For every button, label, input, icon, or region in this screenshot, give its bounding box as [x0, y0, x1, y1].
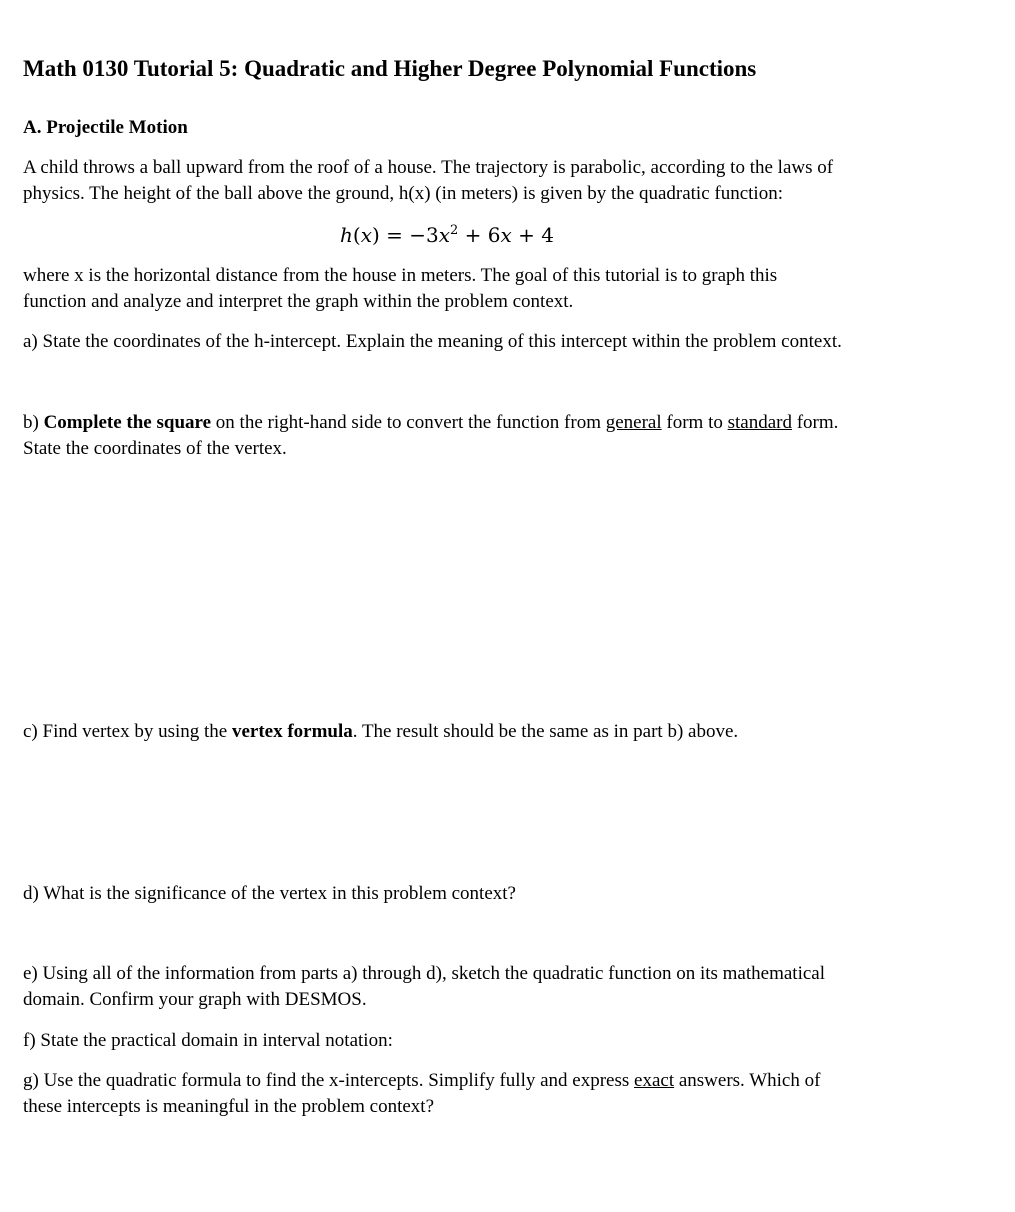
question-g-exact: exact: [634, 1070, 675, 1091]
eq-paren-close: ): [371, 223, 380, 247]
intro-line-2: physics. The height of the ball above the ground, h(x) (in meters) is given by the quadratic function:: [23, 183, 783, 204]
question-d: [23, 881, 983, 907]
question-g-line-1: [23, 1068, 983, 1094]
eq-paren-open: (: [352, 223, 361, 247]
eq-x-linear: x: [500, 223, 512, 247]
intro-paragraph: [23, 155, 983, 207]
question-g: [23, 1068, 983, 1120]
page-title: Math 0130 Tutorial 5: Quadratic and Higher Degree Polynomial Functions: [23, 56, 757, 81]
eq-x-arg: x: [360, 223, 372, 247]
question-e-line-2: domain. Confirm your graph with DESMOS.: [23, 989, 367, 1010]
question-a-text: a) State the coordinates of the h-intercept. Explain the meaning of this intercept within the problem context.: [23, 331, 842, 352]
question-g-line-2: these intercepts is meaningful in the problem context?: [23, 1096, 435, 1117]
question-c-end: . The result should be the same as in part b) above.: [352, 721, 739, 742]
quadratic-equation: [340, 223, 554, 247]
question-c: [23, 719, 983, 745]
eq-coeff-a: = −3: [379, 223, 439, 247]
eq-coeff-b: + 6: [458, 223, 501, 247]
question-b-standard: standard: [727, 412, 792, 433]
question-g-prefix: g) Use the quadratic formula to find the x-intercepts. Simplify fully and express: [23, 1070, 635, 1091]
question-b-prefix: b): [23, 412, 44, 433]
question-e-line-1: e) Using all of the information from parts a) through d), sketch the quadratic function on its mathematical: [23, 963, 825, 984]
question-b-mid1: on the right-hand side to convert the function from: [211, 412, 606, 433]
question-b-bold: Complete the square: [43, 412, 212, 433]
question-f-text: f) State the practical domain in interval notation:: [23, 1030, 393, 1051]
eq-x-squared: x: [438, 223, 451, 247]
question-c-bold: vertex formula: [231, 721, 353, 742]
context-line-2: function and analyze and interpret the graph within the problem context.: [23, 291, 574, 312]
intro-line-1: A child throws a ball upward from the roof of a house. The trajectory is parabolic, according to the laws of: [23, 157, 834, 178]
eq-exponent: 2: [450, 223, 459, 238]
question-c-line: [23, 719, 983, 745]
question-b-line-2: State the coordinates of the vertex.: [23, 438, 287, 459]
question-a: [23, 329, 983, 355]
section-heading-projectile-motion: A. Projectile Motion: [23, 117, 188, 138]
question-c-prefix: c) Find vertex by using the: [23, 721, 232, 742]
question-d-text: d) What is the significance of the vertex in this problem context?: [23, 883, 516, 904]
question-b: [23, 410, 983, 462]
context-paragraph: [23, 263, 983, 315]
question-b-general: general: [605, 412, 662, 433]
eq-constant: + 4: [511, 223, 555, 247]
context-line-1: where x is the horizontal distance from the house in meters. The goal of this tutorial is to graph this: [23, 265, 778, 286]
question-b-end: form.: [791, 412, 839, 433]
eq-h: h: [340, 223, 353, 247]
question-b-mid2: form to: [661, 412, 728, 433]
question-e: [23, 961, 983, 1013]
question-f: [23, 1028, 983, 1054]
question-g-end: answers. Which of: [674, 1070, 821, 1091]
question-b-line-1: [23, 410, 983, 436]
